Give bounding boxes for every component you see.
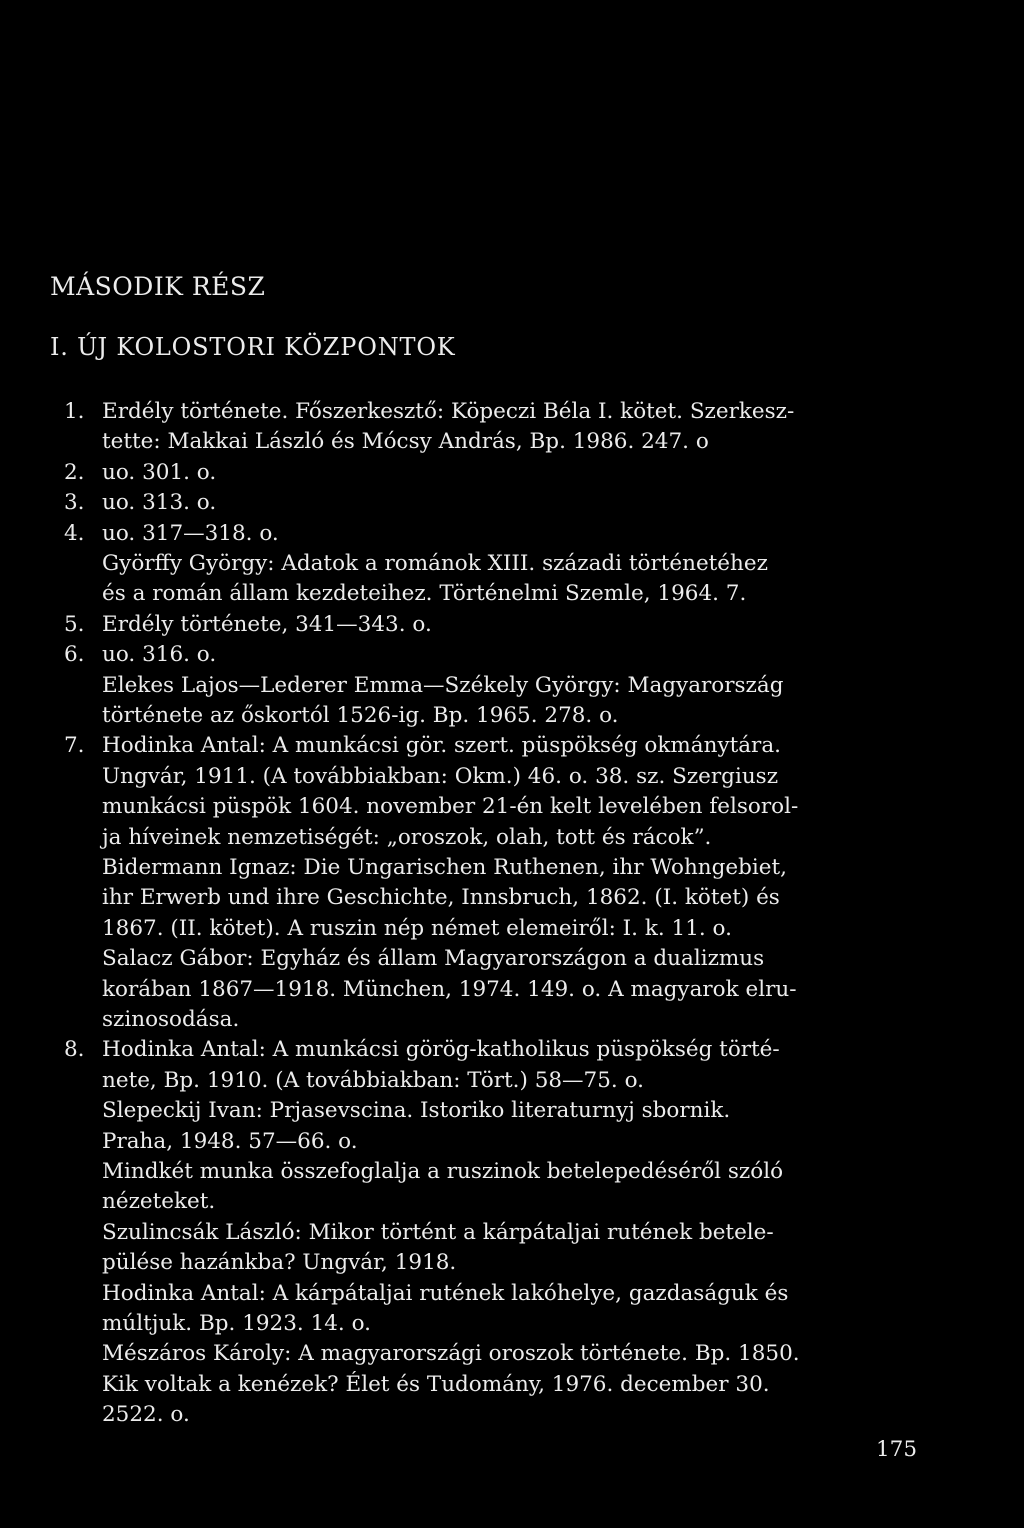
note-text: Hodinka Antal: A kárpátaljai rutének lakóhelye, gazdaságuk és <box>102 1281 789 1306</box>
note-number: 8. <box>64 1037 85 1062</box>
note-text: Mindkét munka összefoglalja a ruszinok betelepedéséről szóló <box>102 1159 784 1184</box>
note-number: 6. <box>64 642 85 667</box>
note-text: Györffy György: Adatok a románok XIII. századi történetéhez <box>102 551 768 576</box>
note-text: Elekes Lajos—Lederer Emma—Székely György: Magyarország <box>102 673 784 698</box>
note-text: uo. 301. o. <box>102 460 217 485</box>
note-text: Erdély története, 341—343. o. <box>102 612 432 637</box>
note-number: 5. <box>64 612 85 637</box>
note-text: uo. 317—318. o. <box>102 521 279 546</box>
note-text: 2522. o. <box>102 1402 190 1427</box>
note-text: Kik voltak a kenézek? Élet és Tudomány, 1976. december 30. <box>102 1372 770 1397</box>
note-text: Hodinka Antal: A munkácsi görög-katholikus püspökség törté- <box>102 1037 780 1062</box>
note-text: Szulincsák László: Mikor történt a kárpátaljai rutének betele- <box>102 1220 774 1245</box>
note-number: 3. <box>64 490 85 515</box>
note-text: 1867. (II. kötet). A ruszin nép német elemeiről: I. k. 11. o. <box>102 916 732 941</box>
note-text: Hodinka Antal: A munkácsi gör. szert. püspökség okmánytára. <box>102 733 781 758</box>
note-text: ja híveinek nemzetiségét: „oroszok, olah, tott és rácok”. <box>102 825 712 850</box>
section-title: I. ÚJ KOLOSTORI KÖZPONTOK <box>50 333 456 361</box>
note-number: 2. <box>64 460 85 485</box>
note-text: Ungvár, 1911. (A továbbiakban: Okm.) 46. o. 38. sz. Szergiusz <box>102 764 779 789</box>
note-number: 7. <box>64 733 85 758</box>
note-text: Slepeckij Ivan: Prjasevscina. Istoriko literaturnyj sbornik. <box>102 1098 731 1123</box>
note-text: Bidermann Ignaz: Die Ungarischen Ruthenen, ihr Wohngebiet, <box>102 855 787 880</box>
note-text: munkácsi püspök 1604. november 21-én kelt levelében felsorol- <box>102 794 799 819</box>
note-text: uo. 316. o. <box>102 642 217 667</box>
note-text: nézeteket. <box>102 1189 216 1214</box>
note-text: múltjuk. Bp. 1923. 14. o. <box>102 1311 372 1336</box>
note-text: tette: Makkai László és Mócsy András, Bp. 1986. 247. o <box>102 429 709 454</box>
note-number: 4. <box>64 521 85 546</box>
part-title: MÁSODIK RÉSZ <box>50 272 266 301</box>
note-text: ihr Erwerb und ihre Geschichte, Innsbruch, 1862. (I. kötet) és <box>102 885 780 910</box>
note-text: Praha, 1948. 57—66. o. <box>102 1129 358 1154</box>
note-text: pülése hazánkba? Ungvár, 1918. <box>102 1250 457 1275</box>
note-text: nete, Bp. 1910. (A továbbiakban: Tört.) 58—75. o. <box>102 1068 644 1093</box>
note-text: története az őskortól 1526-ig. Bp. 1965. 278. o. <box>102 703 619 728</box>
note-text: uo. 313. o. <box>102 490 217 515</box>
note-text: korában 1867—1918. München, 1974. 149. o. A magyarok elru- <box>102 977 797 1002</box>
note-text: és a román állam kezdeteihez. Történelmi Szemle, 1964. 7. <box>102 581 747 606</box>
note-text: Mészáros Károly: A magyarországi oroszok története. Bp. 1850. <box>102 1341 800 1366</box>
note-text: Salacz Gábor: Egyház és állam Magyarországon a dualizmus <box>102 946 765 971</box>
note-text: szinosodása. <box>102 1007 240 1032</box>
note-number: 1. <box>64 399 85 424</box>
page-number: 175 <box>876 1437 918 1462</box>
note-text: Erdély története. Főszerkesztő: Köpeczi Béla I. kötet. Szerkesz- <box>102 399 795 424</box>
